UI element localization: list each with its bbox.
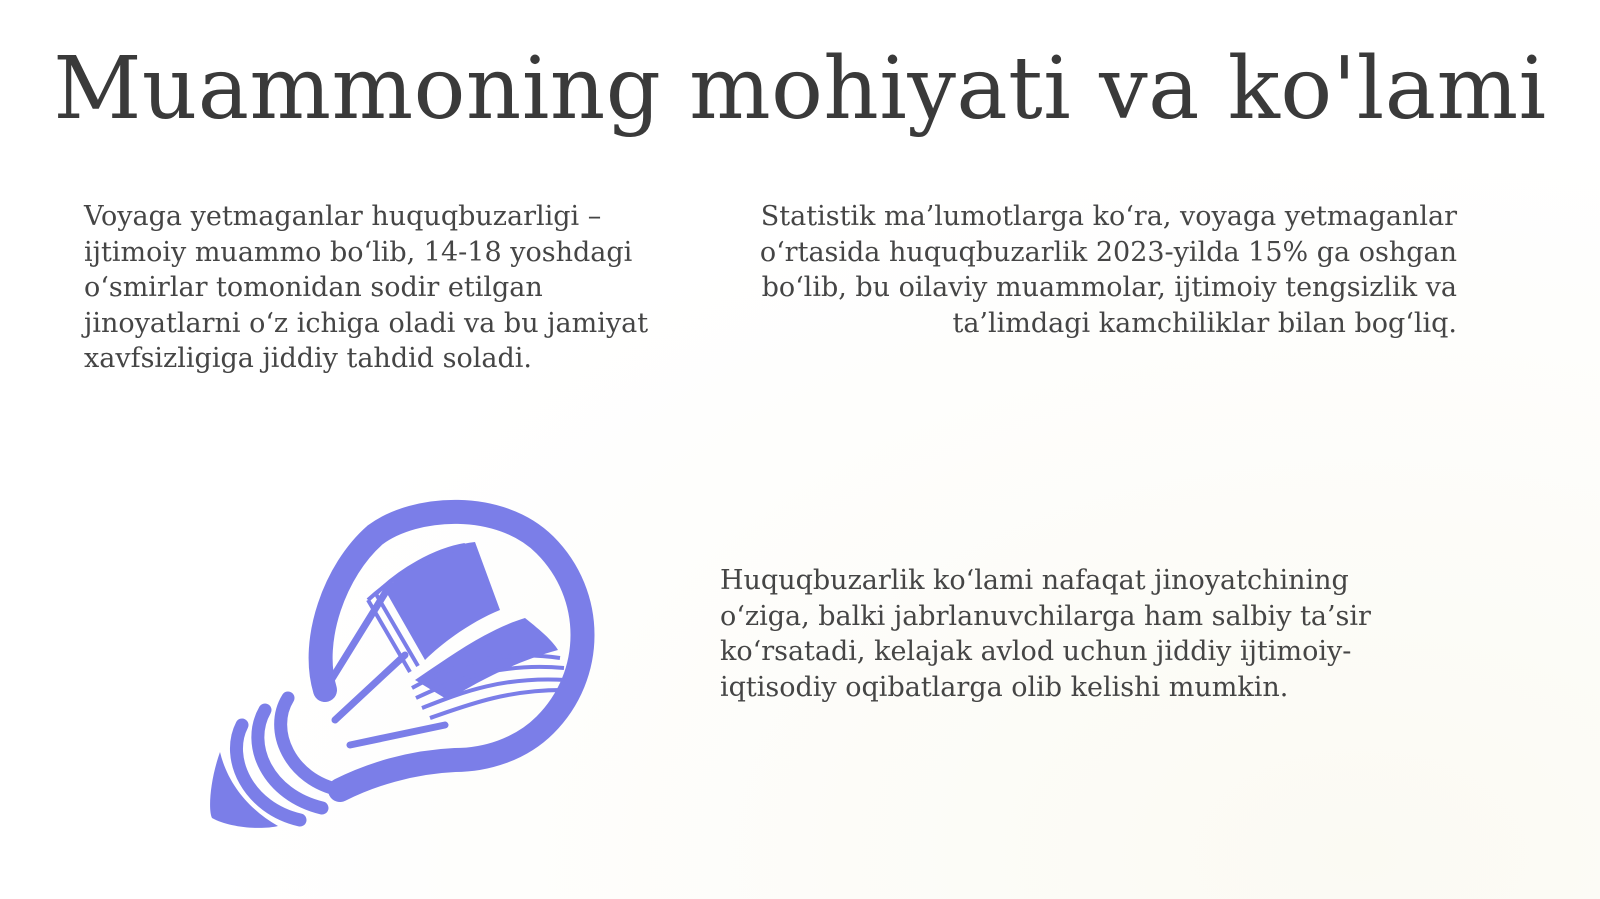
- bulb-neck-line: [350, 725, 445, 745]
- paragraph-right: Statistik ma’lumotlarga ko‘ra, voyaga yetmaganlar o‘rtasida huquqbuzarlik 2023-yilda 15% ga oshgan bo‘lib, bu oilaviy muammolar, ijtimoiy tengsizlik va ta’limdagi kamchiliklar bilan bog‘liq.: [759, 201, 1457, 339]
- paragraph-bottom: Huquqbuzarlik ko‘lami nafaqat jinoyatchining o‘ziga, balki jabrlanuvchilarga ham salbiy ta’sir ko‘rsatadi, kelajak avlod uchun jiddiy ijtimoiy-iqtisodiy oqibatlarga olib kelishi mumkin.: [720, 565, 1371, 703]
- bulb-neck-line: [335, 655, 405, 720]
- bulb-base-stripe: [281, 698, 340, 790]
- lightbulb-with-book-icon: [200, 490, 610, 835]
- paragraph-left: Voyaga yetmaganlar huquqbuzarligi – ijtimoiy muammo bo‘lib, 14-18 yoshdagi o‘smirlar tomonidan sodir etilgan jinoyatlarni o‘z ichiga oladi va bu jamiyat xavfsizligiga jiddiy tahdid soladi.: [84, 201, 649, 374]
- slide-title: Muammoning mohiyati va ko'lami: [53, 39, 1547, 139]
